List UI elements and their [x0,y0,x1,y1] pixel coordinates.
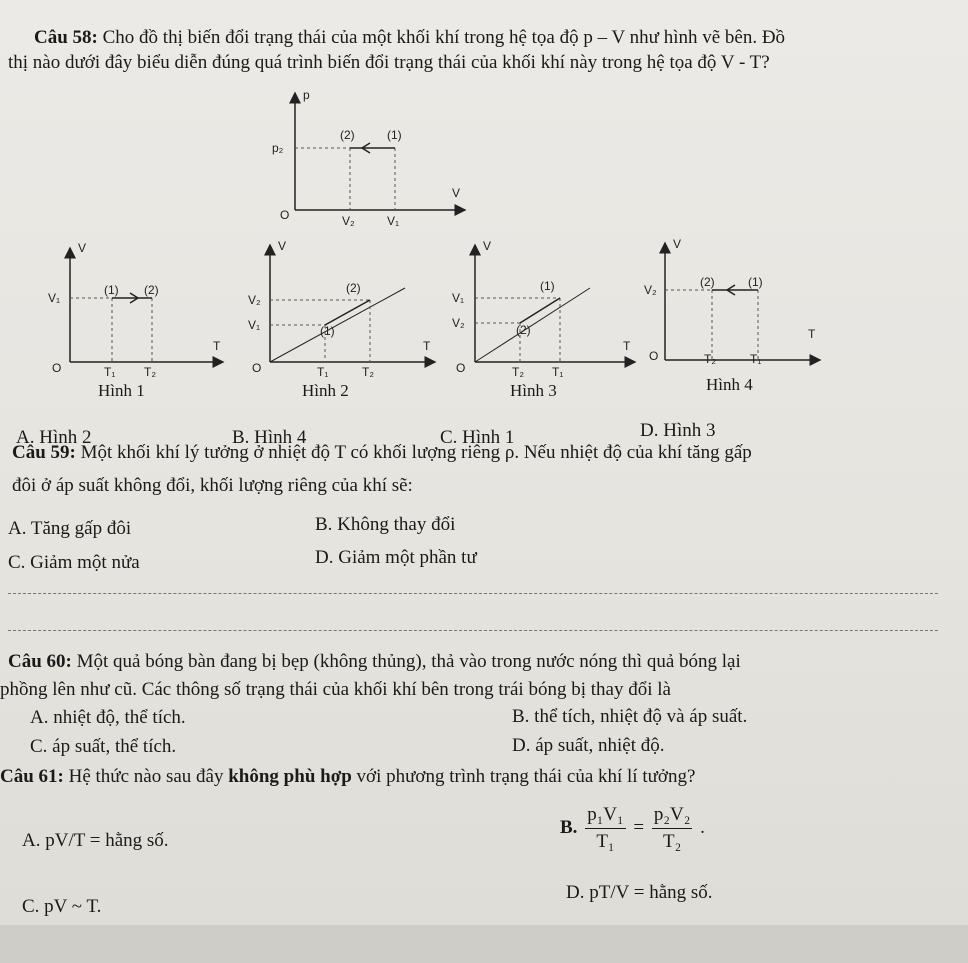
t-axis-label: T [213,339,221,353]
q59-option-c[interactable]: C. Giảm một nửa [8,552,140,573]
t-axis-label: T [808,327,816,341]
point-1-label: (1) [540,279,555,293]
v1-tick: V₁ [452,291,465,305]
q61-option-a[interactable]: A. pV/T = hằng số. [22,830,169,851]
caption-hinh-2: Hình 2 [302,381,349,400]
q59-option-a[interactable]: A. Tăng gấp đôi [8,518,132,539]
v-axis-label: V [278,239,287,253]
point-2-label: (2) [340,128,355,142]
v2-tick: V₂ [452,316,465,330]
q59-label: Câu 59: [12,442,76,463]
v1-tick: V₁ [387,214,400,228]
p-axis-label: p [303,88,310,102]
page-bottom-edge [0,925,968,963]
point-2-label: (2) [516,323,531,337]
t1-tick: T₁ [552,365,564,379]
q58-option-d[interactable]: D. Hình 3 [640,420,716,441]
point-1-label: (1) [748,275,763,289]
process-line [325,300,370,325]
q60-option-b[interactable]: B. thể tích, nhiệt độ và áp suất. [512,706,748,727]
q59-option-b[interactable]: B. Không thay đổi [315,514,456,535]
t-axis-label: T [623,339,631,353]
q59-text-1: Một khối khí lý tưởng ở nhiệt độ T có khối lượng riêng ρ. Nếu nhiệt độ của khí tăng gấp [80,442,752,463]
point-1-label: (1) [104,283,119,297]
q60-option-a[interactable]: A. nhiệt độ, thể tích. [30,707,186,728]
caption-hinh-4: Hình 4 [706,375,753,394]
point-2-label: (2) [346,281,361,295]
point-1-label: (1) [387,128,402,142]
point-2-label: (2) [700,275,715,289]
graph-hinh-3 [440,240,640,405]
numerator-left: p₁V₁ [585,802,625,829]
main-pv-graph [270,85,470,230]
q58-option-c[interactable]: C. Hình 1 [440,427,515,448]
q61-option-b[interactable] [560,802,705,855]
q59-option-d[interactable]: D. Giảm một phần tư [315,547,477,568]
v-axis-label: V [78,241,87,255]
q61-label: Câu 61: [0,766,64,787]
divider-1 [8,593,938,594]
q60-text-1: Một quả bóng bàn đang bị bẹp (không thủng), thả vào trong nước nóng thì quả bóng lại [76,651,741,672]
q61-text-pre: Hệ thức nào sau đây [68,766,224,787]
q58-line1 [34,27,785,49]
fraction-right [652,802,692,855]
q58-line2: thị nào dưới đây biểu diễn đúng quá trình biến đổi trạng thái của khối khí này trong hệ tọa độ V - T? [8,52,770,73]
v2-tick: V₂ [248,293,261,307]
p2-tick: p₂ [272,141,284,155]
caption-hinh-1: Hình 1 [98,381,145,400]
period: . [700,816,705,838]
origin-label: O [456,361,466,375]
v-axis-label: V [452,186,461,200]
origin-label: O [649,349,659,363]
caption-hinh-3: Hình 3 [510,381,557,400]
t1-tick: T₁ [104,365,116,379]
graph-hinh-1 [40,240,230,405]
q61-text-bold: không phù hợp [228,766,352,787]
process-line [520,298,560,323]
denominator-right: T₂ [663,831,682,852]
q58-option-a[interactable]: A. Hình 2 [16,427,92,448]
graph-hinh-4 [640,238,830,405]
q60-option-d[interactable]: D. áp suất, nhiệt độ. [512,735,665,756]
q61-line1 [0,766,695,788]
q58-option-b[interactable]: B. Hình 4 [232,427,307,448]
numerator-right: p₂V₂ [652,802,692,829]
q61-option-c[interactable]: C. pV ~ T. [22,896,102,917]
t2-tick: T₂ [144,365,156,379]
v2-tick: V₂ [342,214,355,228]
v1-tick: V₁ [248,318,261,332]
q60-line2: phồng lên như cũ. Các thông số trạng thái của khối khí bên trong trái bóng bị thay đổi là [0,679,671,700]
fraction-left [585,802,625,855]
origin-label: O [252,361,262,375]
t1-tick: T₁ [750,352,762,366]
t1-tick: T₁ [317,365,329,379]
t-axis-label: T [423,339,431,353]
divider-2 [8,630,938,631]
v-axis-label: V [673,237,682,251]
t2-tick: T₂ [512,365,524,379]
q61-option-b-label: B. [560,816,578,838]
denominator-left: T₁ [596,831,615,852]
v2-tick: V₂ [644,283,657,297]
q60-line1 [8,651,741,673]
q58-text-1: Cho đồ thị biến đổi trạng thái của một khối khí trong hệ tọa độ p – V như hình vẽ bên. Đồ [102,27,786,48]
origin-label: O [280,208,290,222]
v1-tick: V₁ [48,291,61,305]
point-2-label: (2) [144,283,159,297]
point-1-label: (1) [320,324,335,338]
v-axis-label: V [483,239,492,253]
q59-line2: đôi ở áp suất không đổi, khối lượng riêng của khí sẽ: [12,475,413,496]
q60-option-c[interactable]: C. áp suất, thể tích. [30,736,177,757]
equals-sign: = [633,816,645,838]
t2-tick: T₂ [704,352,716,366]
q58-label: Câu 58: [34,27,98,48]
origin-label: O [52,361,62,375]
q60-label: Câu 60: [8,651,72,672]
graph-hinh-2 [240,240,440,405]
t2-tick: T₂ [362,365,374,379]
q61-text-post: với phương trình trạng thái của khí lí tưởng? [356,766,696,787]
q59-line1 [12,442,752,464]
q61-option-d[interactable]: D. pT/V = hằng số. [566,882,713,903]
